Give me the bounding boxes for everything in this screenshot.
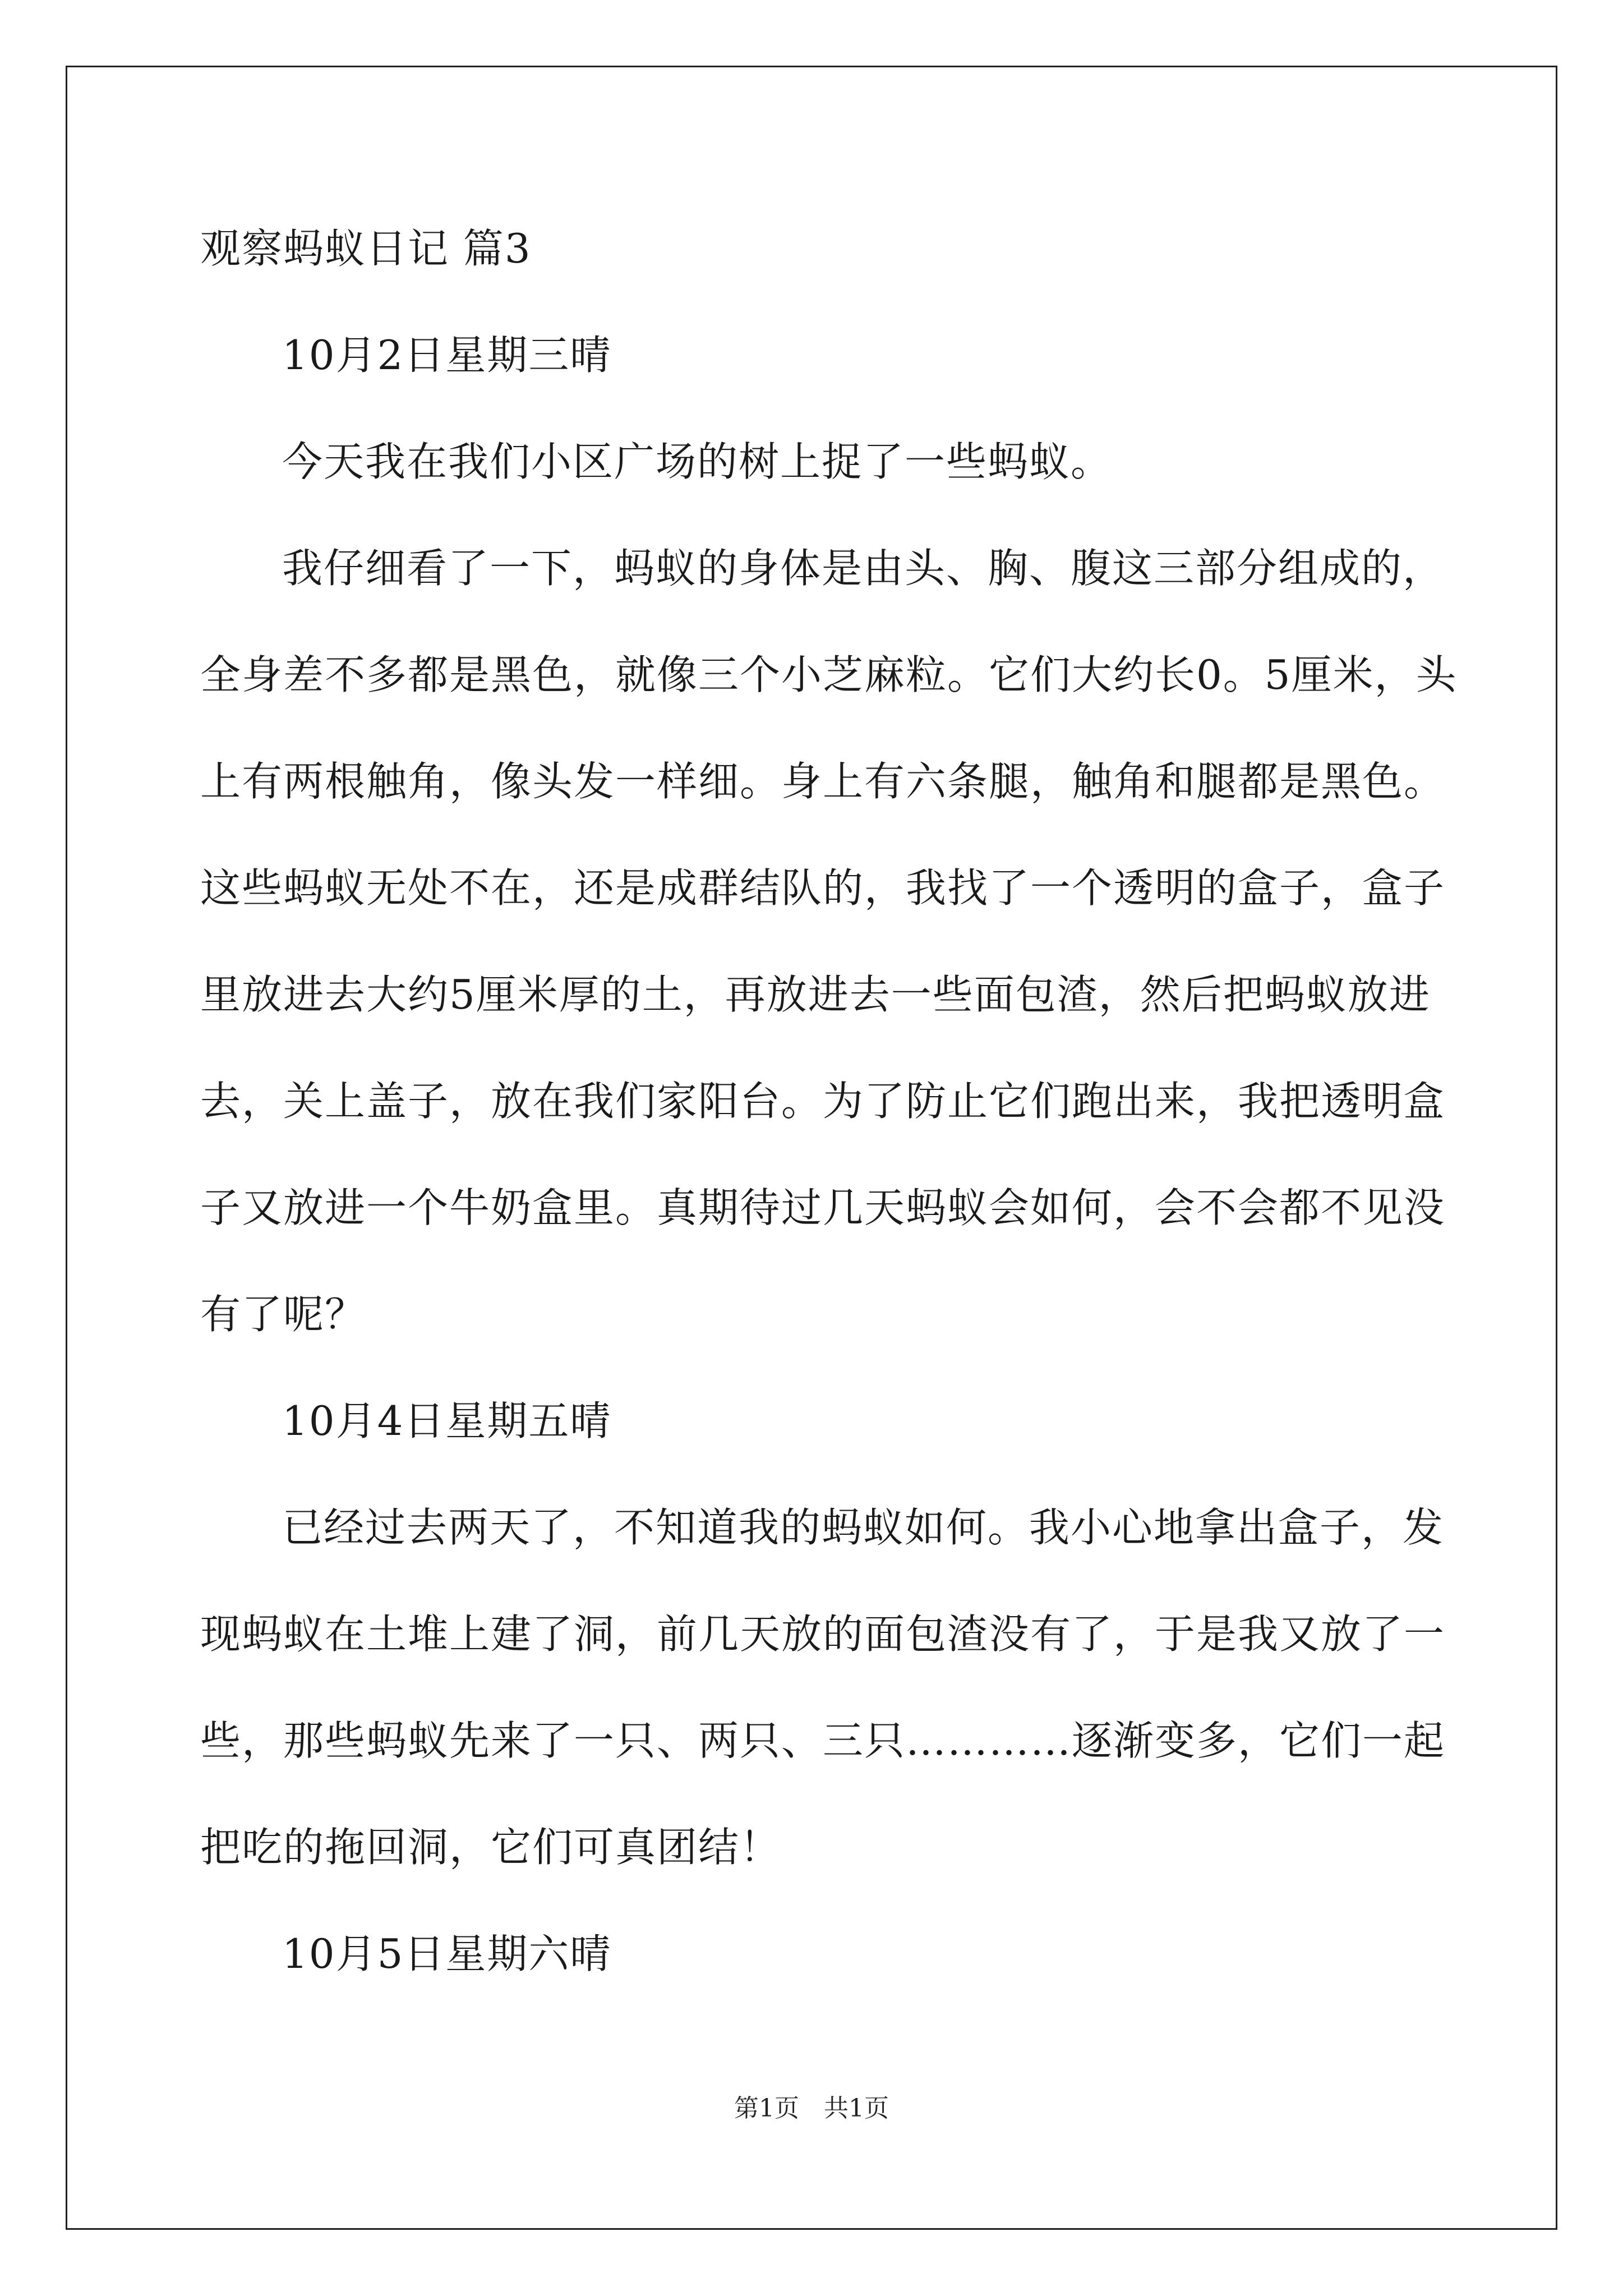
page-footer: 第1页 共1页 (734, 2094, 889, 2123)
paragraph-line: 今天我在我们小区广场的树上捉了一些蚂蚁。 (282, 438, 1113, 485)
diary-date: 10月2日星期三晴 (282, 332, 612, 379)
paragraph-line: 去，关上盖子，放在我们家阳台。为了防止它们跑出来，我把透明盒 (200, 1078, 1446, 1125)
paragraph-line: 上有两根触角，像头发一样细。身上有六条腿，触角和腿都是黑色。 (200, 758, 1446, 805)
page-border (66, 66, 1557, 2230)
paragraph-line: 把吃的拖回洞，它们可真团结！ (200, 1824, 782, 1871)
paragraph-line: 这些蚂蚁无处不在，还是成群结队的，我找了一个透明的盒子，盒子 (200, 864, 1446, 912)
paragraph-line: 有了呢？ (200, 1291, 367, 1338)
paragraph-line: 些，那些蚂蚁先来了一只、两只、三只…………逐渐变多，它们一起 (200, 1717, 1446, 1764)
paragraph-line: 我仔细看了一下，蚂蚁的身体是由头、胸、腹这三部分组成的， (282, 545, 1445, 592)
paragraph-line: 现蚂蚁在土堆上建了洞，前几天放的面包渣没有了，于是我又放了一 (200, 1611, 1446, 1658)
paragraph-line: 里放进去大约5厘米厚的土，再放进去一些面包渣，然后把蚂蚁放进 (200, 971, 1431, 1018)
paragraph-line: 全身差不多都是黑色，就像三个小芝麻粒。它们大约长0。5厘米，头 (200, 651, 1458, 698)
document-title: 观察蚂蚁日记 篇3 (200, 225, 532, 272)
diary-date: 10月4日星期五晴 (282, 1397, 612, 1444)
paragraph-line: 子又放进一个牛奶盒里。真期待过几天蚂蚁会如何，会不会都不见没 (200, 1184, 1446, 1231)
diary-date: 10月5日星期六晴 (282, 1930, 612, 1977)
paragraph-line: 已经过去两天了，不知道我的蚂蚁如何。我小心地拿出盒子，发 (282, 1504, 1445, 1551)
